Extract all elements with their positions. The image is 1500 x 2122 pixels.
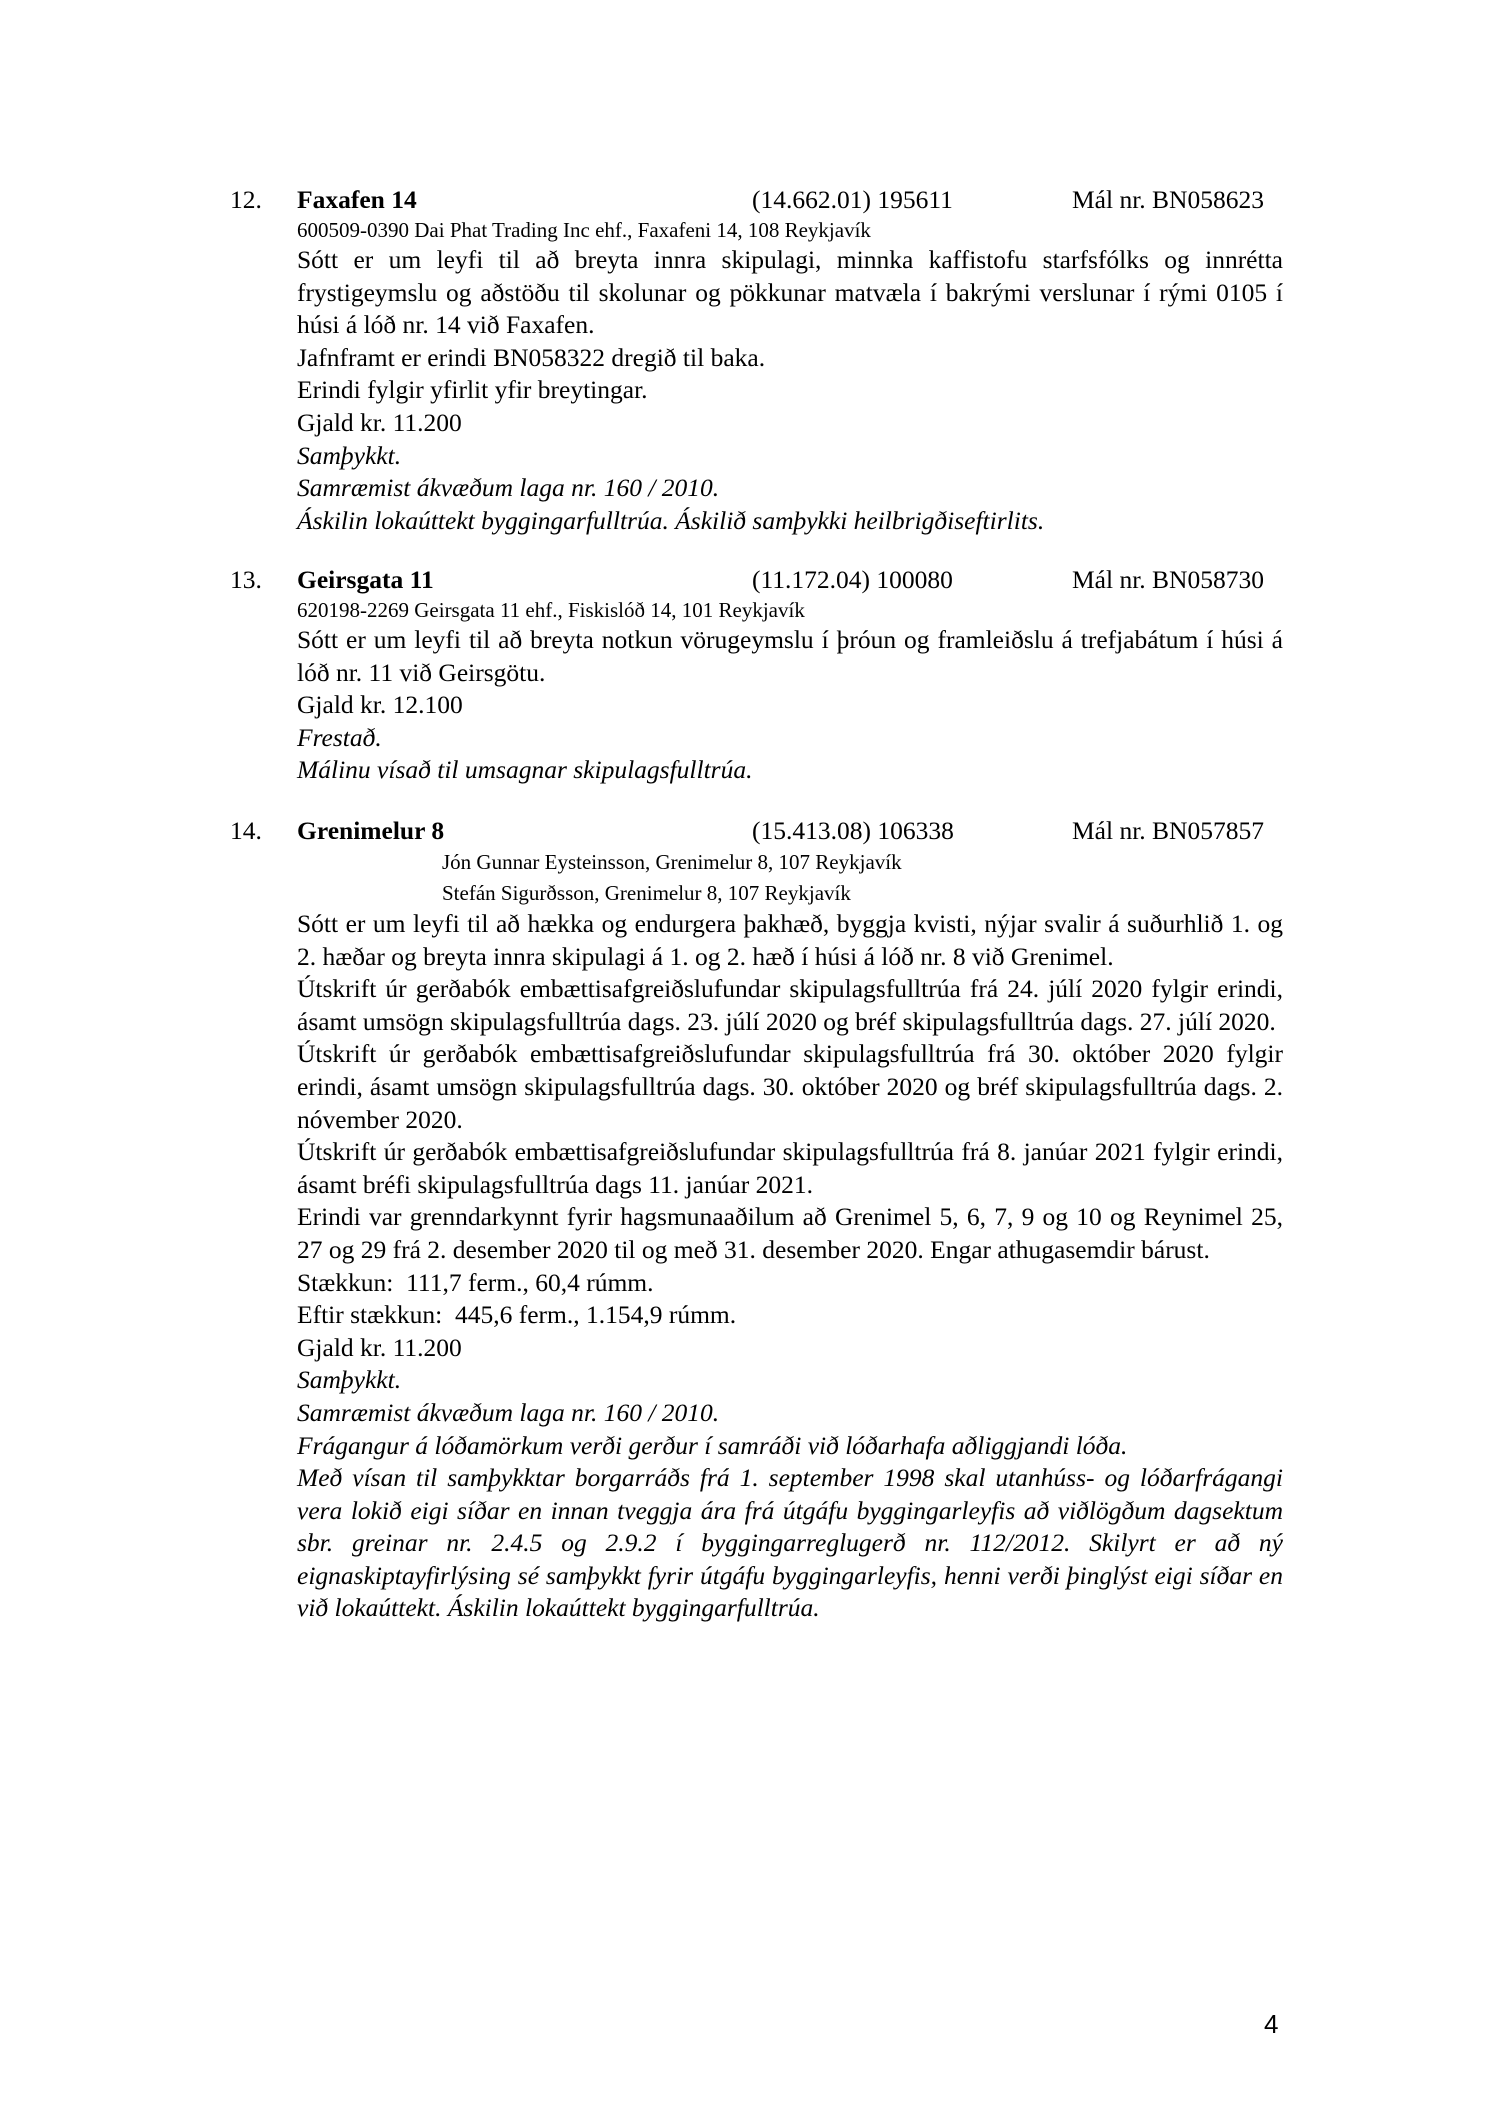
land-id: (15.413.08) 106338: [752, 816, 954, 845]
case-id: Mál nr. BN057857: [1072, 816, 1264, 845]
case-body: [297, 624, 1283, 787]
case-paragraph: Sótt er um leyfi til að breyta notkun vörugeymslu í þróun og framleiðslu á trefjabátum í húsi á lóð nr. 11 við Geirsgötu.: [297, 625, 1283, 687]
page-number: 4: [1264, 2009, 1279, 2039]
decision-text: Samþykkt.: [297, 440, 402, 470]
applicant: Stefán Sigurðsson, Grenimelur 8, 107 Reykjavík: [442, 881, 851, 905]
decision-text: Frágangur á lóðamörkum verði gerður í samráði við lóðarhafa aðliggjandi lóða.: [297, 1430, 1128, 1460]
case-number: 13.: [230, 565, 262, 594]
case-header: [0, 183, 1500, 217]
case-paragraph: Sótt er um leyfi til að hækka og endurgera þakhæð, byggja kvisti, nýjar svalir á suðurhlið 1. og 2. hæðar og breyta innra skipulagi á 1. og 2. hæð í húsi á lóð nr. 8 við Grenimel.: [297, 909, 1283, 971]
case-header: [0, 814, 1500, 848]
applicant: 600509-0390 Dai Phat Trading Inc ehf., Faxafeni 14, 108 Reykjavík: [297, 218, 871, 242]
case-number: 12.: [230, 185, 262, 214]
decision-text: Samræmist ákvæðum laga nr. 160 / 2010.: [297, 473, 720, 503]
case-paragraph: Gjald kr. 12.100: [297, 690, 463, 720]
decision-text: Áskilin lokaúttekt byggingarfulltrúa. Áskilið samþykki heilbrigðiseftirlits.: [297, 505, 1045, 535]
case-address: Faxafen 14: [297, 185, 417, 214]
case-address: Geirsgata 11: [297, 565, 434, 594]
decision-text: Málinu vísað til umsagnar skipulagsfulltrúa.: [297, 755, 753, 785]
case-paragraph: Útskrift úr gerðabók embættisafgreiðslufundar skipulagsfulltrúa frá 24. júlí 2020 fylgir erindi, ásamt umsögn skipulagsfulltrúa dags. 23. júlí 2020 og bréf skipulagsfulltrúa dags. 27. júlí 2020.: [297, 974, 1283, 1036]
case-paragraph: Erindi var grenndarkynnt fyrir hagsmunaaðilum að Grenimel 5, 6, 7, 9 og 10 og Reynimel 25, 27 og 29 frá 2. desember 2020 til og með 31. desember 2020. Engar athugasemdir bárust.: [297, 1202, 1283, 1264]
case-body: [297, 244, 1283, 537]
case-paragraph: Jafnframt er erindi BN058322 dregið til baka.: [297, 342, 766, 372]
case-id: Mál nr. BN058730: [1072, 565, 1264, 594]
case-paragraph: Útskrift úr gerðabók embættisafgreiðslufundar skipulagsfulltrúa frá 8. janúar 2021 fylgir erindi, ásamt bréfi skipulagsfulltrúa dags 11. janúar 2021.: [297, 1137, 1283, 1199]
land-id: (11.172.04) 100080: [752, 565, 953, 594]
case-paragraph: Gjald kr. 11.200: [297, 1332, 462, 1362]
applicant: Jón Gunnar Eysteinsson, Grenimelur 8, 107 Reykjavík: [442, 850, 902, 874]
case-paragraph: Eftir stækkun: 445,6 ferm., 1.154,9 rúmm.: [297, 1300, 737, 1330]
case-id: Mál nr. BN058623: [1072, 185, 1264, 214]
decision-text: Samræmist ákvæðum laga nr. 160 / 2010.: [297, 1397, 720, 1427]
case-paragraph: Stækkun: 111,7 ferm., 60,4 rúmm.: [297, 1267, 654, 1297]
case-paragraph: Útskrift úr gerðabók embættisafgreiðslufundar skipulagsfulltrúa frá 30. október 2020 fylgir erindi, ásamt umsögn skipulagsfulltrúa dags. 30. október 2020 og bréf skipulagsfulltrúa dags. 2. nóvember 2020.: [297, 1039, 1283, 1134]
case-body: [297, 908, 1283, 1625]
decision-text: Frestað.: [297, 722, 382, 752]
decision-text: Með vísan til samþykktar borgarráðs frá 1. september 1998 skal utanhúss- og lóðarfrágangi vera lokið eigi síðar en innan tveggja ára frá útgáfu byggingarleyfis að viðlögðum dagsektum sbr. greinar nr. 2.4.5 og 2.9.2 í byggingarreglugerð nr. 112/2012. Skilyrt er að ný eignaskiptayfirlýsing sé samþykkt fyrir útgáfu byggingarleyfis, henni verði þinglýst eigi síðar en við lokaúttekt. Áskilin lokaúttekt byggingarfulltrúa.: [297, 1463, 1283, 1623]
applicant: 620198-2269 Geirsgata 11 ehf., Fiskislóð 14, 101 Reykjavík: [297, 598, 805, 622]
case-paragraph: Sótt er um leyfi til að breyta innra skipulagi, minnka kaffistofu starfsfólks og innrétta frystigeymslu og aðstöðu til skolunar og pökkunar matvæla í bakrými verslunar í rými 0105 í húsi á lóð nr. 14 við Faxafen.: [297, 245, 1283, 340]
case-address: Grenimelur 8: [297, 816, 445, 845]
land-id: (14.662.01) 195611: [752, 185, 953, 214]
case-paragraph: Gjald kr. 11.200: [297, 407, 462, 437]
case-paragraph: Erindi fylgir yfirlit yfir breytingar.: [297, 375, 648, 405]
case-number: 14.: [230, 816, 262, 845]
case-header: [0, 563, 1500, 597]
decision-text: Samþykkt.: [297, 1365, 402, 1395]
